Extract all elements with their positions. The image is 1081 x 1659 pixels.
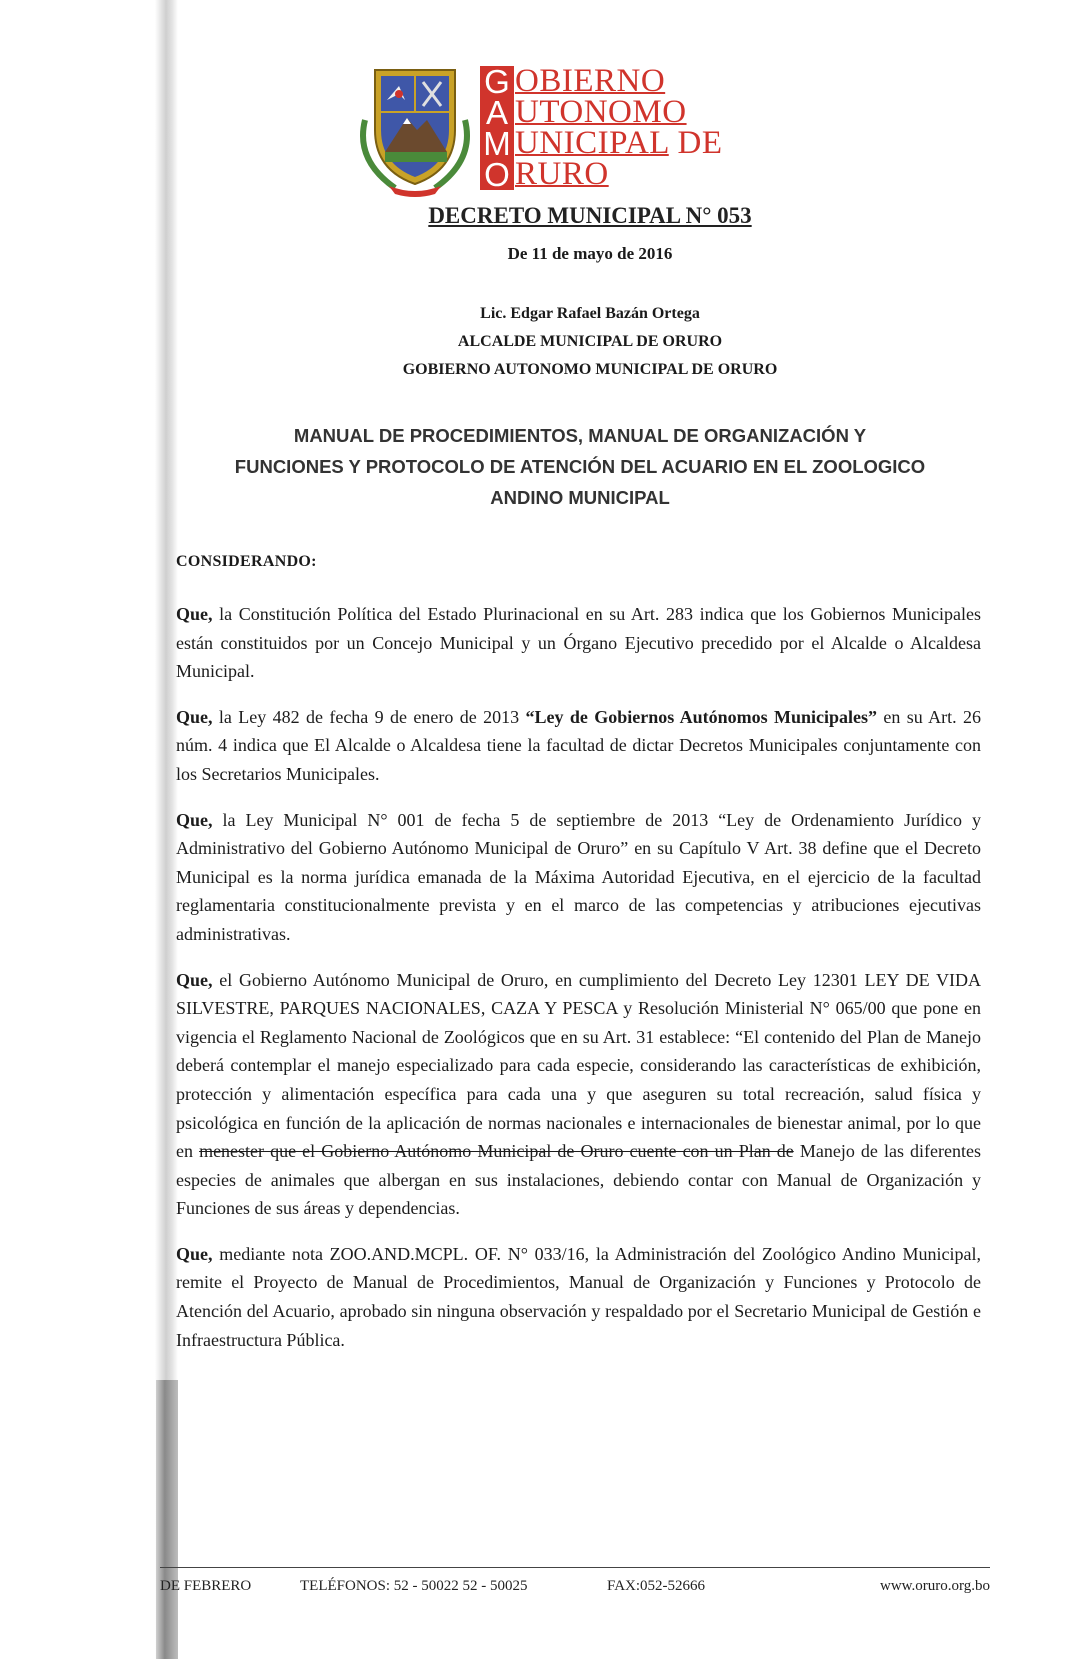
document-date: De 11 de mayo de 2016 xyxy=(507,244,673,263)
struck-text: menester que el Gobierno Autónomo Municipal de Oruro cuente con un Plan de xyxy=(199,1141,794,1162)
municipal-coat-of-arms-icon xyxy=(355,60,475,198)
logo-letter: M xyxy=(483,125,511,162)
subject-line: ANDINO MUNICIPAL xyxy=(490,487,670,508)
paragraph: Que, la Ley 482 de fecha 9 de enero de 2013 “Ley de Gobiernos Autónomos Municipales” en su Art. 26 núm. 4 indica que El Alcalde o Alcaldesa tiene la facultad de dictar Decretos Municipales conjuntamente con los Secretarios Municipales. xyxy=(176,706,981,784)
paragraph: Que, mediante nota ZOO.AND.MCPL. OF. N° 033/16, la Administración del Zoológico Andino Municipal, remite el Proyecto de Manual de Procedimientos, Manual de Organización y Funciones y Protocolo de Atención del Acuario, aprobado sin ninguna observación y respaldado por el Secretario Municipal de Gestión e Infraestructura Pública. xyxy=(176,1243,981,1350)
footer-website: www.oruro.org.bo xyxy=(880,1578,990,1594)
footer-fax: FAX:052-52666 xyxy=(607,1578,706,1594)
section-heading: CONSIDERANDO: xyxy=(176,553,317,570)
logo-letter: G xyxy=(484,63,510,100)
decree-subject xyxy=(180,420,980,513)
footer-left: DE FEBRERO xyxy=(160,1578,252,1594)
subject-line: MANUAL DE PROCEDIMIENTOS, MANUAL DE ORGANIZACIÓN Y xyxy=(293,425,867,446)
authority-line: ALCALDE MUNICIPAL DE ORURO xyxy=(457,333,723,350)
logo-word: OBIERNO xyxy=(515,63,666,99)
logo-letter: O xyxy=(484,156,510,193)
paragraph: Que, la Constitución Política del Estado Plurinacional en su Art. 283 indica que los Gobiernos Municipales están constituidos por un Concejo Municipal y un Órgano Ejecutivo precedido por el Alcalde o Alcaldesa Municipal. xyxy=(176,604,981,682)
footer-phones: TELÉFONOS: 52 - 50022 52 - 50025 xyxy=(300,1578,528,1594)
paragraph: Que, el Gobierno Autónomo Municipal de Oruro, en cumplimiento del Decreto Ley 12301 LEY DE VIDA SILVESTRE, PARQUES NACIONALES, CAZA Y PESCA y Resolución Ministerial N° 065/00 que pone en vigencia el Reglamento Nacional de Zoológicos que en su Art. 31 establece: “El contenido del Plan de Manejo deberá contemplar el manejo especializado para cada especie, considerando las características de exhibición, protección y alimentación específica para cada una y que aseguren su total recreación, salud física y psicológica en función de la aplicación de normas nacionales e internacionales de bienestar animal, por lo que en menester que el Gobierno Autónomo Municipal de Oruro cuente con un Plan de Manejo de las diferentes especies de animales que albergan en sus instalaciones, debiendo contar con Manual de Organización y Funciones de sus áreas y dependencias. xyxy=(176,969,981,1219)
binding-shadow xyxy=(0,0,178,1659)
subject-line: FUNCIONES Y PROTOCOLO DE ATENCIÓN DEL ACUARIO EN EL ZOOLOGICO xyxy=(234,456,926,477)
logo-word: RURO xyxy=(515,156,609,192)
page-footer xyxy=(160,1567,990,1608)
logo-word: UTONOMO xyxy=(515,94,687,130)
document-title: DECRETO MUNICIPAL N° 053 xyxy=(428,203,752,228)
logo-words xyxy=(515,63,723,192)
binding-shadow-dark xyxy=(156,1380,178,1659)
letterhead xyxy=(355,60,775,200)
document-body xyxy=(176,600,981,1371)
authority-block xyxy=(190,300,990,384)
logo-letter: A xyxy=(485,94,508,131)
authority-line: GOBIERNO AUTONOMO MUNICIPAL DE ORURO xyxy=(402,361,778,378)
paragraph: Que, la Ley Municipal N° 001 de fecha 5 de septiembre de 2013 “Ley de Ordenamiento Jurídico y Administrativo del Gobierno Autónomo Municipal de Oruro” en su Capítulo V Art. 38 define que el Decreto Municipal es la norma jurídica emanada de la Máxima Autoridad Ejecutiva, en el ejercicio de la facultad reglamentaria constitucionalmente prevista y en el marco de las competencias y atribuciones ejecutivas administrativas. xyxy=(176,809,981,944)
logo-letters xyxy=(480,63,514,193)
logo-word: UNICIPAL DE xyxy=(515,125,723,161)
authority-line: Lic. Edgar Rafael Bazán Ortega xyxy=(480,305,700,322)
